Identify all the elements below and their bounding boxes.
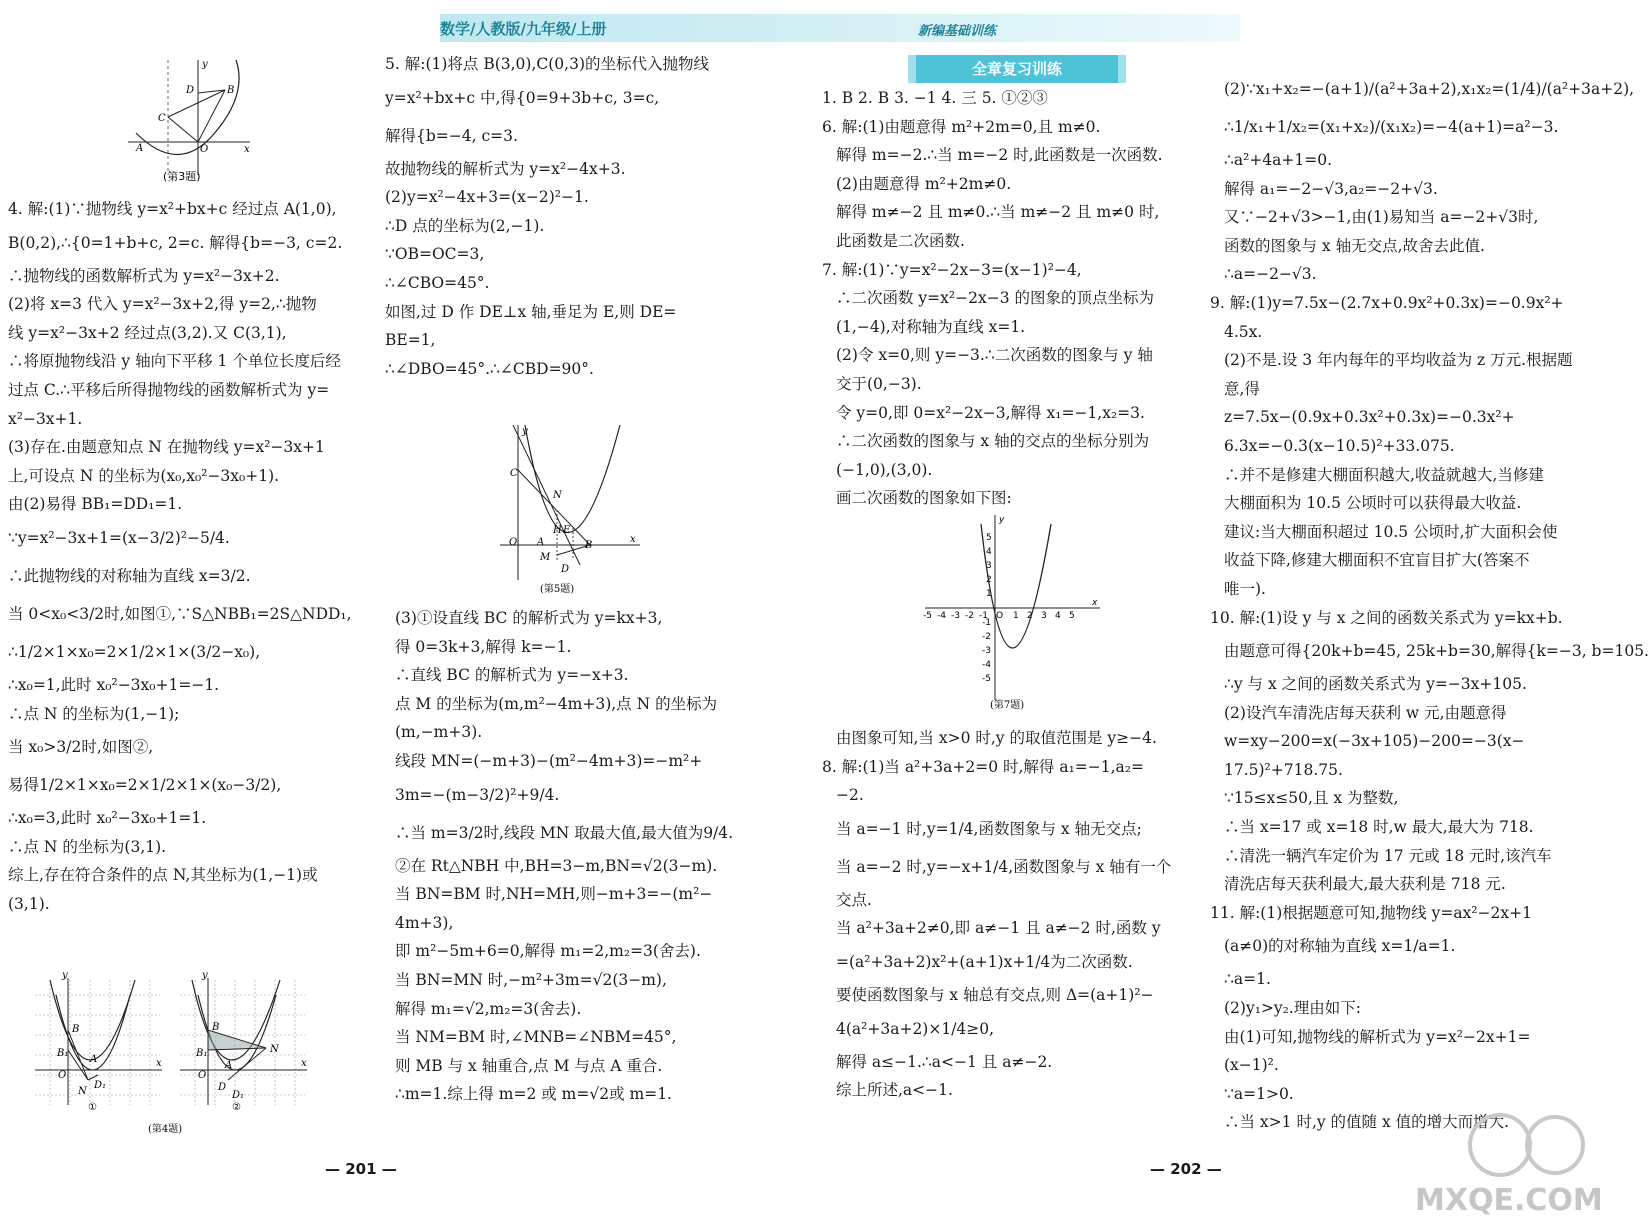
text-line: z=7.5x−(0.9x+0.3x²+0.3x)=−0.3x²+ <box>1224 408 1515 427</box>
text-line: 1. B 2. B 3. −1 4. 三 5. ①②③ <box>822 89 1048 107</box>
text-line: ∴x₀=1,此时 x₀²−3x₀+1=−1. <box>8 675 220 694</box>
fig4-2-label-o: O <box>198 1070 207 1081</box>
fig7-tick-x: 2 <box>1027 611 1033 621</box>
text-line: 解得 a₁=−2−√3,a₂=−2+√3. <box>1224 179 1438 198</box>
text-line: (3)存在.由题意知点 N 在抛物线 y=x²−3x+1 <box>8 438 325 457</box>
text-line: 大棚面积为 10.5 公顷时可以获得最大收益. <box>1224 494 1522 513</box>
fig5-label-o: O <box>509 537 518 548</box>
fig4-2-label-x: x <box>301 1058 307 1069</box>
fig4-1-label-d1: D₁ <box>94 1080 107 1091</box>
fig4-2-label-d1: D₁ <box>232 1090 245 1101</box>
text-line: ∴将原抛物线沿 y 轴向下平移 1 个单位长度后经 <box>8 352 341 371</box>
text-line: ∴此抛物线的对称轴为直线 x=3/2. <box>8 566 251 585</box>
column-2-upper <box>385 50 740 383</box>
text-line: 综上,存在符合条件的点 N,其坐标为(1,−1)或 <box>8 866 318 885</box>
text-line: (2)将 x=3 代入 y=x²−3x+2,得 y=2,∴抛物 <box>8 295 317 314</box>
text-line: (a≠0)的对称轴为直线 x=1/a=1. <box>1224 937 1456 956</box>
fig4-1-label-b: B <box>72 1024 80 1035</box>
text-line: ∵OB=OC=3, <box>385 245 485 264</box>
text-line: 上,可设点 N 的坐标为(x₀,x₀²−3x₀+1). <box>8 466 280 485</box>
fig7-tick-y: 3 <box>986 561 992 571</box>
fig4-2-label-a: A <box>225 1060 233 1071</box>
column-3-lower <box>822 724 1192 1105</box>
fig4-2-label-b1: B₁ <box>196 1048 208 1059</box>
text-line: ∴∠DBO=45°.∴∠CBD=90°. <box>385 359 594 378</box>
text-line: ∵15≤x≤50,且 x 为整数, <box>1224 789 1399 808</box>
text-line: 函数的图象与 x 轴无交点,故舍去此值. <box>1224 236 1485 255</box>
text-line: (3,1). <box>8 894 50 913</box>
text-line: ∴y 与 x 之间的函数关系式为 y=−3x+105. <box>1224 675 1527 694</box>
text-line: 综上所述,a<−1. <box>836 1081 953 1100</box>
text-line: (2)设汽车清洗店每天获利 w 元,由题意得 <box>1224 703 1507 722</box>
fig4-caption: (第4题) <box>148 1124 183 1135</box>
text-line: ∴a²+4a+1=0. <box>1224 151 1333 169</box>
text-line: 由(1)可知,抛物线的解析式为 y=x²−2x+1= <box>1224 1027 1531 1046</box>
text-line: (2)y=x²−4x+3=(x−2)²−1. <box>385 188 589 207</box>
watermark-logo <box>1405 1105 1603 1222</box>
text-line: 交于(0,−3). <box>836 374 922 393</box>
fig3-label-b: B <box>227 85 235 96</box>
column-4 <box>1210 70 1649 1137</box>
fig4-2-label-num: ② <box>232 1102 241 1113</box>
fig4-1-label-b1: B₁ <box>57 1048 69 1059</box>
text-line: 解得 m₁=√2,m₂=3(舍去). <box>395 999 582 1018</box>
text-line: 线段 MN=(−m+3)−(m²−4m+3)=−m²+ <box>395 751 703 770</box>
fig4-2-label-d: D <box>218 1082 227 1093</box>
fig7-tick-x: 4 <box>1055 611 1061 621</box>
text-line: 6.3x=−0.3(x−10.5)²+33.075. <box>1224 436 1455 455</box>
text-line: 线 y=x²−3x+2 经过点(3,2).又 C(3,1), <box>8 323 287 342</box>
fig7-tick-y: 2 <box>986 575 992 585</box>
text-line: BE=1, <box>385 331 436 350</box>
text-line: 9. 解:(1)y=7.5x−(2.7x+0.9x²+0.3x)=−0.9x²+ <box>1210 293 1564 312</box>
text-line: 由图象可知,当 x>0 时,y 的取值范围是 y≥−4. <box>836 729 1157 747</box>
text-line: ∴当 m=3/2时,线段 MN 取最大值,最大值为9/4. <box>395 823 734 842</box>
fig5-label-c: C <box>510 468 518 479</box>
text-line: y=x²+bx+c 中,得{0=9+3b+c, 3=c, <box>385 88 660 107</box>
text-line: ∴点 N 的坐标为(3,1). <box>8 837 167 856</box>
figure-5 <box>495 420 645 600</box>
text-line: 4(a²+3a+2)×1/4≥0, <box>836 1019 995 1038</box>
text-line: 11. 解:(1)根据题意可知,抛物线 y=ax²−2x+1 <box>1210 903 1532 922</box>
fig4-1-label-num: ① <box>88 1102 97 1113</box>
text-line: ∴点 N 的坐标为(1,−1); <box>8 704 180 723</box>
text-line: 令 y=0,即 0=x²−2x−3,解得 x₁=−1,x₂=3. <box>836 403 1145 422</box>
fig7-tick-y: 5 <box>986 533 992 543</box>
text-line: (2)y₁>y₂.理由如下: <box>1224 999 1362 1018</box>
figure-3 <box>118 55 258 185</box>
fig3-label-x: x <box>244 144 250 155</box>
text-line: 由题意可得{20k+b=45, 25k+b=30,解得{k=−3, b=105. <box>1224 642 1649 661</box>
watermark-text: MXQE.COM <box>1415 1183 1603 1218</box>
text-line: 过点 C.∴平移后所得抛物线的函数解析式为 y= <box>8 380 330 399</box>
text-line: 5. 解:(1)将点 B(3,0),C(0,3)的坐标代入抛物线 <box>385 55 709 73</box>
header-series: 新编基础训练 <box>918 24 997 39</box>
fig5-caption: (第5题) <box>540 584 575 595</box>
text-line: ∴当 x=17 或 x=18 时,w 最大,最大为 718. <box>1224 818 1534 837</box>
text-line: ∴1/2×1×x₀=2×1/2×1×(3/2−x₀), <box>8 642 261 661</box>
text-line: −2. <box>836 786 864 805</box>
text-line: 交点. <box>836 890 872 909</box>
text-line: 解得 m=−2.∴当 m=−2 时,此函数是一次函数. <box>836 146 1163 165</box>
fig4-1-label-x: x <box>156 1058 162 1069</box>
fig5-label-e: E <box>563 525 571 536</box>
fig5-label-d: D <box>561 564 570 575</box>
text-line: (m,−m+3). <box>395 723 483 742</box>
fig7-tick-x: O <box>996 611 1004 621</box>
text-line: 当 NM=BM 时,∠MNB=∠NBM=45°, <box>395 1028 677 1047</box>
text-line: (2)令 x=0,则 y=−3.∴二次函数的图象与 y 轴 <box>836 346 1153 365</box>
text-line: 要使函数图象与 x 轴总有交点,则 Δ=(a+1)²− <box>836 985 1154 1004</box>
fig7-tick-y: 4 <box>986 547 992 557</box>
text-line: 3m=−(m−3/2)²+9/4. <box>395 785 560 804</box>
text-line: 画二次函数的图象如下图: <box>836 489 1012 508</box>
text-line: ∴∠CBO=45°. <box>385 273 490 292</box>
fig3-label-a: A <box>136 143 144 154</box>
text-line: 点 M 的坐标为(m,m²−4m+3),点 N 的坐标为 <box>395 694 718 713</box>
text-line: ∴1/x₁+1/x₂=(x₁+x₂)/(x₁x₂)=−4(a+1)=a²−3. <box>1224 118 1559 136</box>
figure-7 <box>920 510 1105 715</box>
column-1 <box>8 195 363 919</box>
fig5-label-x: x <box>630 534 636 545</box>
text-line: ∴清洗一辆汽车定价为 17 元或 18 元时,该汽车 <box>1224 846 1552 865</box>
fig4-2-label-y: y <box>202 970 208 981</box>
fig5-label-a: A <box>537 537 545 548</box>
fig7-tick-y: -3 <box>982 646 991 656</box>
fig5-label-n: N <box>553 490 562 501</box>
text-line: 由(2)易得 BB₁=DD₁=1. <box>8 495 183 514</box>
text-line: 如图,过 D 作 DE⊥x 轴,垂足为 E,则 DE= <box>385 302 677 321</box>
text-line: 当 a=−2 时,y=−x+1/4,函数图象与 x 轴有一个 <box>836 857 1172 876</box>
text-line: 得 0=3k+3,解得 k=−1. <box>395 637 572 656</box>
fig4-1-label-o: O <box>58 1070 67 1081</box>
fig7-tick-x: -1 <box>979 611 988 621</box>
text-line: ∴m=1.综上得 m=2 或 m=√2或 m=1. <box>395 1085 672 1104</box>
text-line: 17.5)²+718.75. <box>1224 760 1343 779</box>
fig5-label-m: M <box>540 552 551 563</box>
page-number-right: — 202 — <box>1150 1160 1222 1178</box>
text-line: 解得{b=−4, c=3. <box>385 126 518 145</box>
text-line: 易得1/2×1×x₀=2×1/2×1×(x₀−3/2), <box>8 776 282 795</box>
fig7-tick-y: -1 <box>982 618 991 628</box>
text-line: 则 MB 与 x 轴重合,点 M 与点 A 重合. <box>395 1056 663 1075</box>
text-line: 当 0<x₀<3/2时,如图①,∵S△NBB₁=2S△NDD₁, <box>8 604 352 623</box>
text-line: 意,得 <box>1224 379 1260 398</box>
text-line: (3)①设直线 BC 的解析式为 y=kx+3, <box>395 609 663 627</box>
fig7-axis-y: y <box>999 515 1005 525</box>
text-line: ∴a=1. <box>1224 970 1271 989</box>
column-3-upper <box>822 84 1192 513</box>
text-line: w=xy−200=x(−3x+105)−200=−3(x− <box>1224 732 1525 751</box>
text-line: 6. 解:(1)由题意得 m²+2m=0,且 m≠0. <box>822 117 1101 136</box>
text-line: B(0,2),∴{0=1+b+c, 2=c. 解得{b=−3, c=2. <box>8 233 343 252</box>
fig3-caption: (第3题) <box>163 170 201 183</box>
text-line: 当 a²+3a+2≠0,即 a≠−1 且 a≠−2 时,函数 y <box>836 919 1161 938</box>
fig3-label-y: y <box>202 59 208 70</box>
text-line: 4m+3), <box>395 913 454 932</box>
text-line: 唯一). <box>1224 579 1266 598</box>
text-line: x²−3x+1. <box>8 409 83 428</box>
text-line: 又∵−2+√3>−1,由(1)易知当 a=−2+√3时, <box>1224 208 1539 227</box>
text-line: 10. 解:(1)设 y 与 x 之间的函数关系式为 y=kx+b. <box>1210 608 1563 627</box>
column-2-lower <box>395 604 750 1109</box>
text-line: ∴a=−2−√3. <box>1224 265 1317 284</box>
fig7-tick-y: -2 <box>982 632 991 642</box>
text-line: 收益下降,修建大棚面积不宜盲目扩大(答案不 <box>1224 551 1530 570</box>
text-line: =(a²+3a+2)x²+(a+1)x+1/4为二次函数. <box>836 952 1133 971</box>
text-line: 此函数是二次函数. <box>836 231 965 250</box>
text-line: ∵a=1>0. <box>1224 1084 1294 1103</box>
fig5-label-y: y <box>522 426 528 437</box>
text-line: ∴当 x>1 时,y 的值随 x 值的增大而增大. <box>1224 1113 1510 1132</box>
fig7-tick-y: -4 <box>982 660 991 670</box>
fig5-label-b: B <box>585 540 593 551</box>
page-number-left: — 201 — <box>325 1160 397 1178</box>
text-line: 清洗店每天获利最大,最大获利是 718 元. <box>1224 875 1506 894</box>
text-line: ∴x₀=3,此时 x₀²−3x₀+1=1. <box>8 809 207 828</box>
text-line: (1,−4),对称轴为直线 x=1. <box>836 317 1026 336</box>
fig7-tick-x: -3 <box>951 611 960 621</box>
fig4-1-label-y: y <box>62 970 68 981</box>
text-line: ∴抛物线的函数解析式为 y=x²−3x+2. <box>8 266 280 285</box>
fig4-2-label-n: N <box>270 1044 279 1055</box>
fig3-label-o: O <box>200 144 209 155</box>
fig7-tick-x: -4 <box>937 611 946 621</box>
fig7-tick-y: 1 <box>986 589 992 599</box>
fig7-tick-x: -5 <box>923 611 932 621</box>
text-line: ∴直线 BC 的解析式为 y=−x+3. <box>395 666 629 685</box>
fig7-tick-y: -5 <box>982 674 991 684</box>
text-line: 当 a=−1 时,y=1/4,函数图象与 x 轴无交点; <box>836 819 1142 838</box>
text-line: 7. 解:(1)∵y=x²−2x−3=(x−1)²−4, <box>822 260 1082 279</box>
text-line: 解得 m≠−2 且 m≠0.∴当 m≠−2 且 m≠0 时, <box>836 203 1160 222</box>
text-line: (2)由题意得 m²+2m≠0. <box>836 174 1012 193</box>
fig5-label-h: H <box>553 525 562 536</box>
header-subject: 数学/人教版/九年级/上册 <box>440 20 607 38</box>
text-line: ∴并不是修建大棚面积越大,收益就越大,当修建 <box>1224 465 1544 484</box>
fig7-axis-x: x <box>1092 598 1098 608</box>
figure-4 <box>30 970 330 1138</box>
text-line: 4.5x. <box>1224 322 1263 341</box>
fig7-tick-x: 5 <box>1069 611 1075 621</box>
text-line: (x−1)². <box>1224 1056 1279 1075</box>
fig3-label-d: D <box>186 85 195 96</box>
text-line: 解得 a≤−1.∴a<−1 且 a≠−2. <box>836 1052 1053 1071</box>
text-line: ∴二次函数 y=x²−2x−3 的图象的顶点坐标为 <box>836 289 1154 308</box>
text-line: (−1,0),(3,0). <box>836 460 933 479</box>
fig7-tick-x: 3 <box>1041 611 1047 621</box>
text-line: ②在 Rt△NBH 中,BH=3−m,BN=√2(3−m). <box>395 856 718 875</box>
fig4-1-label-n: N <box>78 1086 87 1097</box>
text-line: 故抛物线的解析式为 y=x²−4x+3. <box>385 159 626 178</box>
fig7-tick-x: 1 <box>1013 611 1019 621</box>
text-line: ∴二次函数的图象与 x 轴的交点的坐标分别为 <box>836 432 1150 451</box>
fig7-caption: (第7题) <box>990 700 1025 711</box>
text-line: 当 x₀>3/2时,如图②, <box>8 738 154 757</box>
text-line: 建议:当大棚面积超过 10.5 公顷时,扩大面积会使 <box>1224 522 1558 541</box>
text-line: (2)∵x₁+x₂=−(a+1)/(a²+3a+2),x₁x₂=(1/4)/(a²+3a+2), <box>1224 80 1635 98</box>
text-line: 4. 解:(1)∵抛物线 y=x²+bx+c 经过点 A(1,0), <box>8 200 337 218</box>
text-line: 当 BN=MN 时,−m²+3m=√2(3−m), <box>395 970 667 989</box>
fig3-label-c: C <box>158 113 166 124</box>
text-line: (2)不是.设 3 年内每年的平均收益为 z 万元.根据题 <box>1224 351 1573 370</box>
fig7-tick-x: -2 <box>965 611 974 621</box>
section-title: 全章复习训练 <box>908 55 1126 83</box>
text-line: 即 m²−5m+6=0,解得 m₁=2,m₂=3(舍去). <box>395 942 701 961</box>
text-line: ∵y=x²−3x+1=(x−3/2)²−5/4. <box>8 528 230 547</box>
text-line: 8. 解:(1)当 a²+3a+2=0 时,解得 a₁=−1,a₂= <box>822 757 1145 776</box>
text-line: 当 BN=BM 时,NH=MH,则−m+3=−(m²− <box>395 885 713 904</box>
text-line: ∴D 点的坐标为(2,−1). <box>385 216 545 235</box>
fig4-1-label-a: A <box>90 1054 98 1065</box>
fig4-2-label-b: B <box>212 1022 220 1033</box>
